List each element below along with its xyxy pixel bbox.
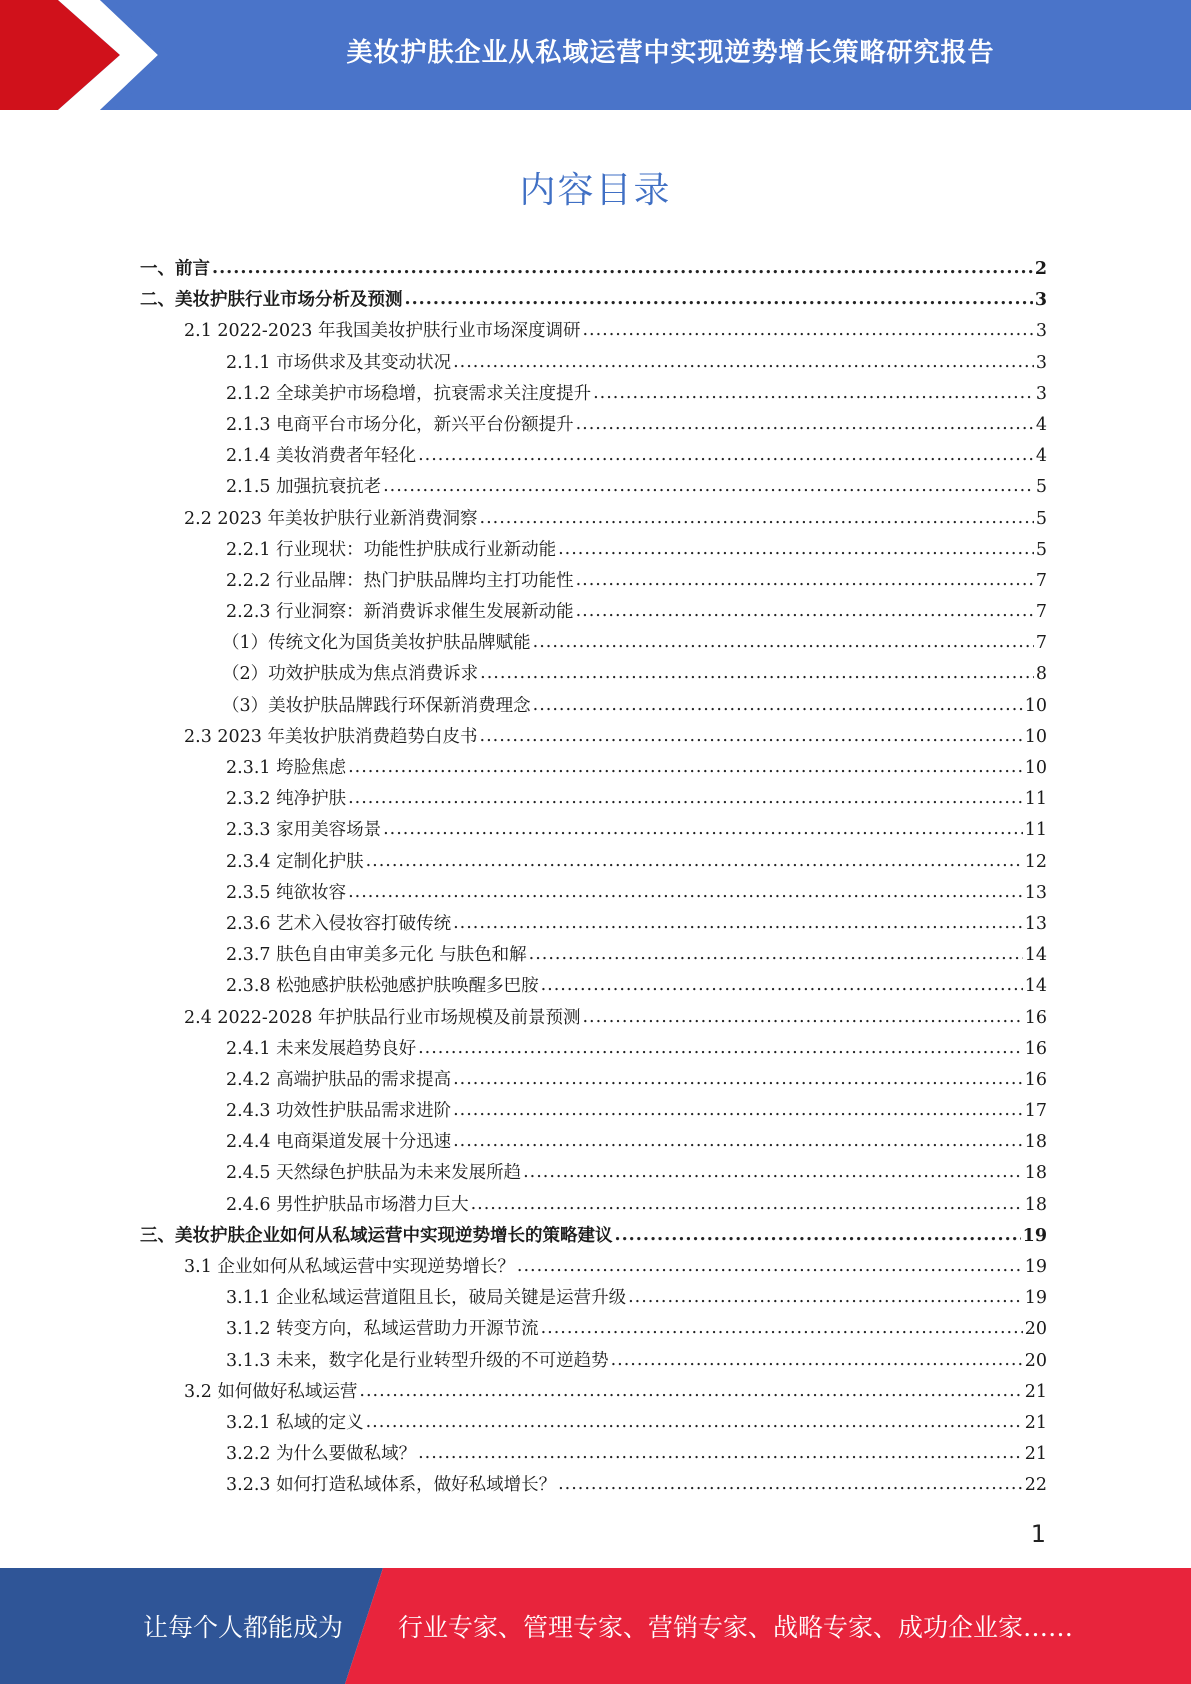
toc-dot-leader (453, 352, 1034, 372)
toc-dot-leader (576, 601, 1034, 621)
toc-dot-leader (418, 445, 1034, 465)
toc-dot-leader (558, 539, 1034, 559)
toc-dot-leader (453, 913, 1023, 933)
toc-dot-leader (558, 1474, 1023, 1494)
toc-dot-leader (541, 975, 1023, 995)
toc-entry-label: 2.3.3 家用美容场景 (226, 820, 382, 841)
toc-entry-label: 3.2 如何做好私域运营 (184, 1381, 358, 1402)
toc-dot-leader (405, 289, 1033, 309)
toc-entry-label: 2.3 2023 年美妆护肤消费趋势白皮书 (184, 726, 478, 747)
toc-entry[interactable] (140, 754, 1047, 785)
toc-entry-page: 18 (1024, 1132, 1047, 1153)
toc-entry-label: 2.4.5 天然绿色护肤品为未来发展所趋 (226, 1163, 522, 1184)
toc-entry-label: 2.4.1 未来发展趋势良好 (226, 1038, 417, 1059)
toc-entry[interactable] (140, 1409, 1047, 1440)
toc-entry[interactable] (140, 1066, 1047, 1097)
toc-entry[interactable] (140, 1035, 1047, 1066)
toc-dot-leader (366, 1412, 1023, 1432)
toc-dot-leader (533, 632, 1034, 652)
toc-entry-page: 11 (1024, 820, 1047, 841)
toc-entry-page: 2 (1034, 259, 1047, 279)
toc-entry[interactable] (140, 723, 1047, 754)
toc-entry-page: 17 (1024, 1101, 1047, 1122)
toc-entry-page: 14 (1024, 976, 1047, 997)
toc-entry-label: 2.3.1 垮脸焦虑 (226, 758, 347, 778)
toc-entry-label: 2.4.3 功效性护肤品需求进阶 (226, 1101, 452, 1122)
toc-entry-page: 16 (1024, 1069, 1047, 1090)
toc-entry[interactable] (140, 941, 1047, 972)
toc-dot-leader (582, 320, 1033, 340)
toc-entry-page: 19 (1024, 1257, 1047, 1277)
toc-entry[interactable] (140, 1471, 1047, 1502)
toc-entry-page: 16 (1024, 1007, 1047, 1028)
toc-entry[interactable] (140, 1253, 1047, 1284)
page-footer (0, 1568, 1191, 1684)
toc-entry-page: 3 (1034, 290, 1047, 311)
toc-entry-label: 2.1.1 市场供求及其变动状况 (226, 352, 452, 373)
toc-entry[interactable] (140, 255, 1047, 286)
toc-entry-page: 20 (1024, 1350, 1047, 1371)
table-of-contents (140, 255, 1047, 1503)
toc-dot-leader (576, 570, 1034, 590)
toc-dot-leader (480, 663, 1034, 683)
toc-entry-label: 2.4 2022-2028 年护肤品行业市场规模及前景预测 (184, 1007, 581, 1028)
toc-entry-page: 21 (1024, 1444, 1047, 1465)
footer-slogan-right: 行业专家、管理专家、营销专家、战略专家、成功企业家…… (398, 1613, 1074, 1642)
toc-entry-page: 10 (1024, 758, 1047, 778)
toc-entry-page: 7 (1035, 633, 1047, 654)
toc-entry-label: 3.2.2 为什么要做私域？ (226, 1444, 417, 1465)
toc-entry-label: 2.3.6 艺术入侵妆容打破传统 (226, 913, 452, 934)
toc-entry[interactable] (140, 1004, 1047, 1035)
toc-entry-label: 3.1 企业如何从私域运营中实现逆势增长？ (184, 1257, 515, 1277)
toc-entry[interactable] (140, 1347, 1047, 1378)
toc-entry-label: 3.2.3 如何打造私域体系，做好私域增长？ (226, 1475, 557, 1496)
toc-entry-page: 10 (1024, 726, 1047, 747)
toc-dot-leader (366, 851, 1023, 871)
toc-entry-page: 13 (1024, 882, 1047, 903)
toc-entry[interactable] (140, 1222, 1047, 1253)
toc-entry-label: 2.1.2 全球美护市场稳增，抗衰需求关注度提升 (226, 383, 592, 404)
toc-entry[interactable] (140, 536, 1047, 567)
toc-dot-leader (615, 1225, 1021, 1245)
toc-entry-page: 3 (1035, 352, 1047, 373)
toc-entry-page: 19 (1022, 1225, 1047, 1246)
toc-entry[interactable] (140, 879, 1047, 910)
toc-entry[interactable] (140, 1378, 1047, 1409)
toc-dot-leader (533, 695, 1023, 715)
toc-entry-page: 11 (1024, 789, 1047, 810)
toc-entry-page: 8 (1035, 664, 1047, 685)
toc-dot-leader (418, 1443, 1023, 1463)
toc-entry-label: 3.2.1 私域的定义 (226, 1412, 364, 1433)
toc-entry-label: 2.2.3 行业洞察：新消费诉求催生发展新动能 (226, 602, 574, 623)
toc-entry-page: 7 (1035, 570, 1047, 591)
toc-entry[interactable] (140, 848, 1047, 879)
toc-entry[interactable] (140, 816, 1047, 847)
toc-entry-label: 2.2 2023 年美妆护肤行业新消费洞察 (184, 508, 478, 529)
toc-entry[interactable] (140, 972, 1047, 1003)
toc-entry-page: 16 (1024, 1038, 1047, 1059)
toc-dot-leader (541, 1318, 1023, 1338)
toc-entry[interactable] (140, 910, 1047, 941)
toc-entry[interactable] (140, 317, 1047, 348)
toc-entry-page: 21 (1024, 1412, 1047, 1433)
toc-dot-leader (453, 1069, 1023, 1089)
toc-entry[interactable] (140, 349, 1047, 380)
toc-entry[interactable] (140, 629, 1047, 660)
toc-entry-label: 2.3.4 定制化护肤 (226, 851, 364, 872)
toc-entry[interactable] (140, 1159, 1047, 1190)
toc-dot-leader (523, 1162, 1023, 1182)
toc-dot-leader (529, 944, 1023, 964)
toc-dot-leader (383, 819, 1023, 839)
toc-entry[interactable] (140, 1284, 1047, 1315)
toc-entry-label: （1）传统文化为国货美妆护肤品牌赋能 (222, 633, 531, 654)
toc-entry-label: 二、美妆护肤行业市场分析及预测 (140, 290, 403, 311)
toc-entry-page: 5 (1035, 477, 1047, 498)
toc-entry-label: 2.1.3 电商平台市场分化，新兴平台份额提升 (226, 414, 574, 435)
toc-dot-leader (348, 882, 1023, 902)
toc-entry-page: 18 (1024, 1163, 1047, 1184)
toc-dot-leader (480, 726, 1023, 746)
toc-dot-leader (453, 1100, 1023, 1120)
toc-entry[interactable] (140, 286, 1047, 317)
toc-entry-page: 5 (1035, 539, 1047, 560)
toc-entry-label: 3.1.3 未来，数字化是行业转型升级的不可逆趋势 (226, 1350, 609, 1371)
toc-dot-leader (582, 1007, 1022, 1027)
page-number: 1 (1030, 1520, 1046, 1548)
toc-entry-page: 7 (1035, 602, 1047, 623)
toc-entry[interactable] (140, 598, 1047, 629)
toc-entry-label: 3.1.1 企业私域运营道阻且长，破局关键是运营升级 (226, 1288, 627, 1309)
report-title: 美妆护肤企业从私域运营中实现逆势增长策略研究报告 (346, 37, 995, 68)
toc-entry-page: 4 (1035, 414, 1047, 435)
toc-dot-leader (593, 383, 1034, 403)
toc-entry-label: 2.2.2 行业品牌：热门护肤品牌均主打功能性 (226, 570, 574, 591)
footer-slogan-left: 让每个人都能成为 (143, 1613, 344, 1642)
toc-entry-label: 2.2.1 行业现状：功能性护肤成行业新动能 (226, 539, 557, 560)
toc-entry-page: 10 (1024, 695, 1047, 716)
toc-entry-label: 三、美妆护肤企业如何从私域运营中实现逆势增长的策略建议 (140, 1225, 613, 1246)
toc-entry-label: 2.4.2 高端护肤品的需求提高 (226, 1069, 452, 1090)
toc-entry[interactable] (140, 411, 1047, 442)
toc-entry-page: 20 (1024, 1319, 1047, 1340)
toc-dot-leader (212, 258, 1033, 278)
toc-entry[interactable] (140, 473, 1047, 504)
toc-entry-page: 13 (1024, 913, 1047, 934)
toc-dot-leader (611, 1350, 1023, 1370)
toc-entry-page: 19 (1024, 1288, 1047, 1309)
toc-entry[interactable] (140, 1128, 1047, 1159)
toc-entry[interactable] (140, 1315, 1047, 1346)
toc-entry-label: 2.1.4 美妆消费者年轻化 (226, 446, 417, 467)
toc-entry[interactable] (140, 785, 1047, 816)
toc-dot-leader (517, 1256, 1023, 1276)
toc-entry-label: 2.1.5 加强抗衰抗老 (226, 477, 382, 498)
toc-entry-label: 2.3.5 纯欲妆容 (226, 882, 347, 903)
toc-entry[interactable] (140, 505, 1047, 536)
toc-dot-leader (453, 1131, 1023, 1151)
toc-entry-label: 2.3.2 纯净护肤 (226, 789, 347, 810)
toc-dot-leader (628, 1287, 1023, 1307)
toc-entry-page: 21 (1024, 1381, 1047, 1402)
toc-entry-page: 3 (1035, 383, 1047, 404)
toc-entry-page: 14 (1024, 945, 1047, 966)
toc-dot-leader (418, 1038, 1023, 1058)
toc-entry-label: （3）美妆护肤品牌践行环保新消费理念 (222, 695, 531, 716)
toc-entry-page: 3 (1035, 321, 1047, 342)
toc-entry-label: （2）功效护肤成为焦点消费诉求 (222, 664, 479, 685)
toc-entry[interactable] (140, 660, 1047, 691)
toc-entry[interactable] (140, 1191, 1047, 1222)
toc-dot-leader (348, 788, 1023, 808)
toc-entry[interactable] (140, 1440, 1047, 1471)
toc-entry-label: 3.1.2 转变方向，私域运营助力开源节流 (226, 1319, 539, 1340)
toc-entry-page: 5 (1035, 508, 1047, 529)
toc-entry[interactable] (140, 567, 1047, 598)
toc-entry-page: 12 (1024, 851, 1047, 872)
toc-entry-label: 2.1 2022-2023 年我国美妆护肤行业市场深度调研 (184, 321, 581, 342)
toc-entry-page: 18 (1024, 1194, 1047, 1215)
toc-entry-label: 2.3.8 松弛感护肤松弛感护肤唤醒多巴胺 (226, 976, 539, 997)
toc-dot-leader (348, 757, 1023, 777)
toc-entry-label: 2.4.6 男性护肤品市场潜力巨大 (226, 1194, 469, 1215)
toc-dot-leader (480, 508, 1034, 528)
toc-entry-page: 22 (1024, 1475, 1047, 1496)
toc-entry[interactable] (140, 1097, 1047, 1128)
toc-entry-label: 2.3.7 肤色自由审美多元化 与肤色和解 (226, 945, 527, 966)
toc-dot-leader (471, 1194, 1023, 1214)
toc-dot-leader (383, 476, 1034, 496)
toc-entry[interactable] (140, 380, 1047, 411)
toc-entry[interactable] (140, 692, 1047, 723)
toc-heading: 内容目录 (519, 170, 672, 211)
toc-dot-leader (576, 414, 1034, 434)
toc-entry-label: 2.4.4 电商渠道发展十分迅速 (226, 1132, 452, 1153)
toc-entry-label: 一、前言 (140, 259, 210, 279)
toc-entry-page: 4 (1035, 446, 1047, 467)
toc-dot-leader (359, 1381, 1022, 1401)
toc-entry[interactable] (140, 442, 1047, 473)
page-header (0, 0, 1191, 110)
